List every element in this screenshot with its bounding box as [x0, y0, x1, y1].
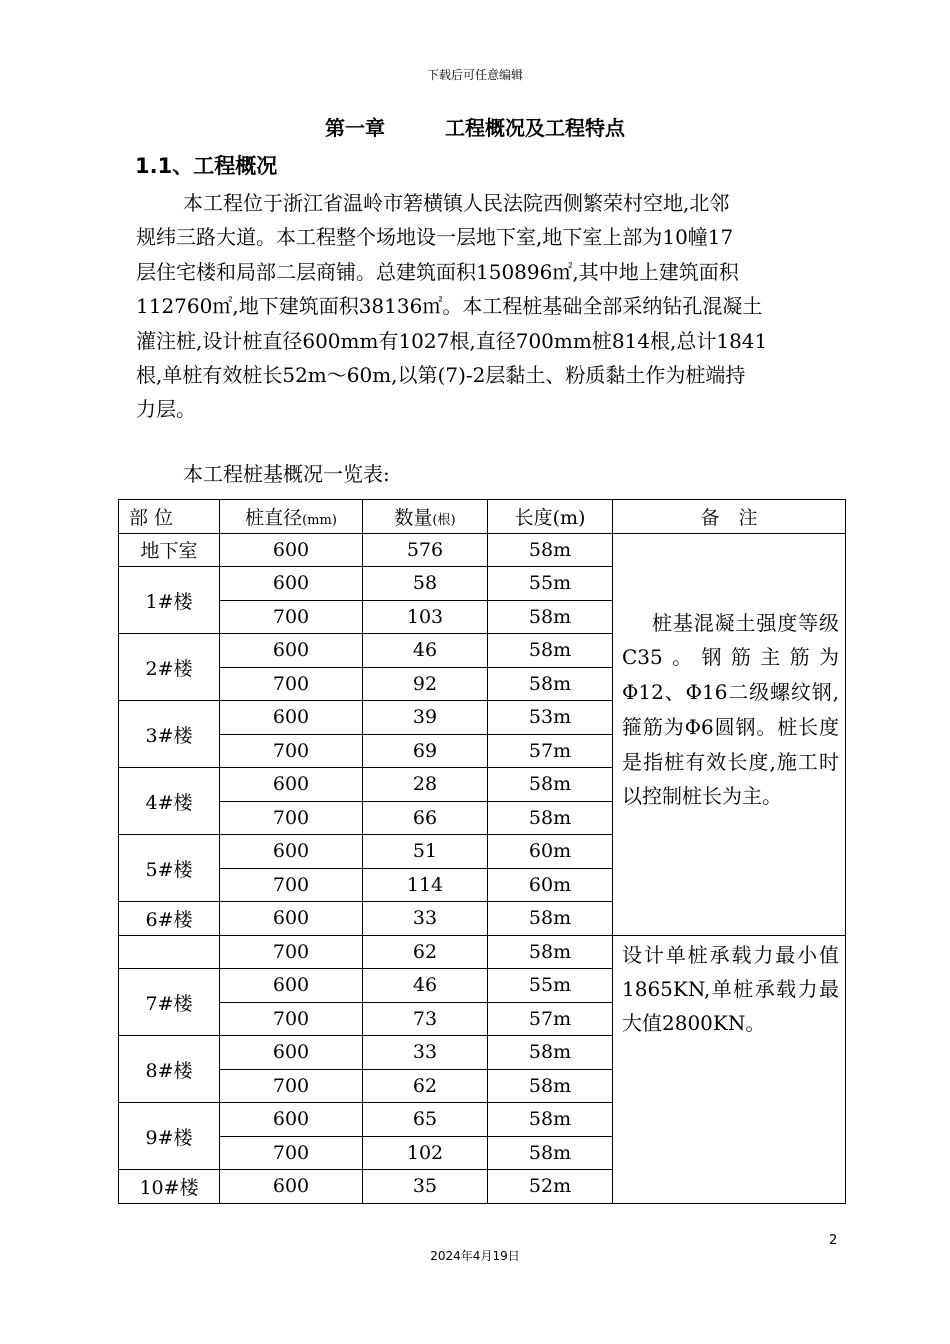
- cell-diameter: 600: [220, 1170, 363, 1204]
- table-row: [119, 935, 846, 969]
- paragraph-line: 灌注桩,设计桩直径600mm有1027根,直径700mm桩814根,总计1841: [136, 328, 768, 353]
- cell-count: 69: [363, 734, 488, 768]
- cell-diameter: 700: [220, 801, 363, 835]
- cell-diameter: 600: [220, 567, 363, 601]
- cell-count: 46: [363, 634, 488, 668]
- section-heading: 1.1、工程概况: [135, 154, 278, 178]
- overview-paragraph: [136, 186, 836, 427]
- cell-length: 58m: [488, 600, 613, 634]
- table-caption: 本工程桩基概况一览表:: [183, 462, 390, 486]
- paragraph-line: 根,单桩有效桩长52m～60m,以第(7)-2层黏土、粉质黏土作为桩端持: [136, 362, 746, 387]
- pile-summary-table: [118, 499, 846, 1204]
- cell-part: 4#楼: [119, 768, 220, 835]
- cell-diameter: 700: [220, 667, 363, 701]
- cell-diameter: 700: [220, 1002, 363, 1036]
- cell-count: 51: [363, 835, 488, 869]
- cell-diameter: 700: [220, 734, 363, 768]
- cell-diameter: 700: [220, 935, 363, 969]
- cell-count: 576: [363, 533, 488, 567]
- cell-diameter: 700: [220, 1136, 363, 1170]
- cell-part: [119, 935, 220, 969]
- cell-diameter: 600: [220, 835, 363, 869]
- cell-length: 58m: [488, 1103, 613, 1137]
- cell-length: 58m: [488, 768, 613, 802]
- cell-count: 39: [363, 701, 488, 735]
- cell-length: 58m: [488, 1036, 613, 1070]
- cell-diameter: 600: [220, 634, 363, 668]
- header-length: 长度(m): [488, 500, 613, 534]
- cell-length: 53m: [488, 701, 613, 735]
- cell-length: 58m: [488, 634, 613, 668]
- chapter-title: 工程概况及工程特点: [444, 116, 625, 140]
- cell-part: 5#楼: [119, 835, 220, 902]
- table-header-row: [119, 500, 846, 534]
- header-remarks: 备 注: [613, 500, 846, 534]
- cell-diameter: 700: [220, 600, 363, 634]
- cell-length: 58m: [488, 801, 613, 835]
- cell-count: 58: [363, 567, 488, 601]
- cell-count: 65: [363, 1103, 488, 1137]
- table-row: [119, 533, 846, 567]
- cell-count: 114: [363, 868, 488, 902]
- cell-diameter: 600: [220, 768, 363, 802]
- cell-diameter: 700: [220, 868, 363, 902]
- cell-count: 103: [363, 600, 488, 634]
- cell-diameter: 700: [220, 1069, 363, 1103]
- cell-diameter: 600: [220, 1036, 363, 1070]
- cell-count: 102: [363, 1136, 488, 1170]
- page-number: 2: [829, 1233, 838, 1248]
- cell-count: 35: [363, 1170, 488, 1204]
- cell-count: 62: [363, 1069, 488, 1103]
- cell-length: 58m: [488, 1136, 613, 1170]
- footer-date: 2024年4月19日: [430, 1249, 520, 1263]
- cell-part: 2#楼: [119, 634, 220, 701]
- remarks-concrete-text: 桩基混凝土强度等级C35。钢筋主筋为Φ12、Φ16二级螺纹钢,箍筋为Φ6圆钢。桩长度是指桩有效长度,施工时以控制桩长为主。: [622, 610, 839, 809]
- cell-diameter: 600: [220, 1103, 363, 1137]
- paragraph-line: 层住宅楼和局部二层商铺。总建筑面积150896㎡,其中地上建筑面积: [136, 259, 739, 284]
- cell-diameter: 600: [220, 533, 363, 567]
- cell-diameter: 600: [220, 701, 363, 735]
- cell-length: 58m: [488, 667, 613, 701]
- cell-length: 55m: [488, 969, 613, 1003]
- cell-part: 地下室: [119, 533, 220, 567]
- cell-length: 58m: [488, 1069, 613, 1103]
- cell-length: 57m: [488, 734, 613, 768]
- remarks-concrete: [613, 533, 846, 935]
- cell-length: 58m: [488, 533, 613, 567]
- header-diameter: 桩直径(mm): [220, 500, 363, 534]
- paragraph-line: 本工程位于浙江省温岭市箬横镇人民法院西侧繁荣村空地,北邻: [183, 191, 730, 215]
- cell-length: 52m: [488, 1170, 613, 1204]
- cell-count: 46: [363, 969, 488, 1003]
- cell-part: 8#楼: [119, 1036, 220, 1103]
- paragraph-line: 规纬三路大道。本工程整个场地设一层地下室,地下室上部为10幢17: [136, 225, 734, 250]
- cell-length: 57m: [488, 1002, 613, 1036]
- cell-length: 58m: [488, 902, 613, 936]
- cell-length: 60m: [488, 835, 613, 869]
- chapter-heading: [0, 112, 950, 141]
- header-part: 部 位: [119, 500, 220, 534]
- cell-part: 9#楼: [119, 1103, 220, 1170]
- page-header: 下载后可任意编辑: [426, 68, 523, 82]
- paragraph-line: 112760㎡,地下建筑面积38136㎡。本工程桩基础全部采纳钻孔混凝土: [136, 294, 763, 319]
- cell-length: 60m: [488, 868, 613, 902]
- paragraph-line: 力层。: [136, 397, 196, 422]
- cell-part: 10#楼: [119, 1170, 220, 1204]
- chapter-number: 第一章: [325, 116, 386, 140]
- cell-diameter: 600: [220, 969, 363, 1003]
- cell-length: 55m: [488, 567, 613, 601]
- cell-length: 58m: [488, 935, 613, 969]
- cell-count: 28: [363, 768, 488, 802]
- cell-count: 73: [363, 1002, 488, 1036]
- cell-part: 3#楼: [119, 701, 220, 768]
- cell-diameter: 600: [220, 902, 363, 936]
- cell-count: 66: [363, 801, 488, 835]
- cell-part: 1#楼: [119, 567, 220, 634]
- cell-part: 7#楼: [119, 969, 220, 1036]
- remarks-capacity: 设计单桩承载力最小值1865KN,单桩承载力最大值2800KN。: [613, 935, 846, 1203]
- cell-part: 6#楼: [119, 902, 220, 936]
- cell-count: 33: [363, 902, 488, 936]
- cell-count: 33: [363, 1036, 488, 1070]
- header-count: 数量(根): [363, 500, 488, 534]
- cell-count: 92: [363, 667, 488, 701]
- cell-count: 62: [363, 935, 488, 969]
